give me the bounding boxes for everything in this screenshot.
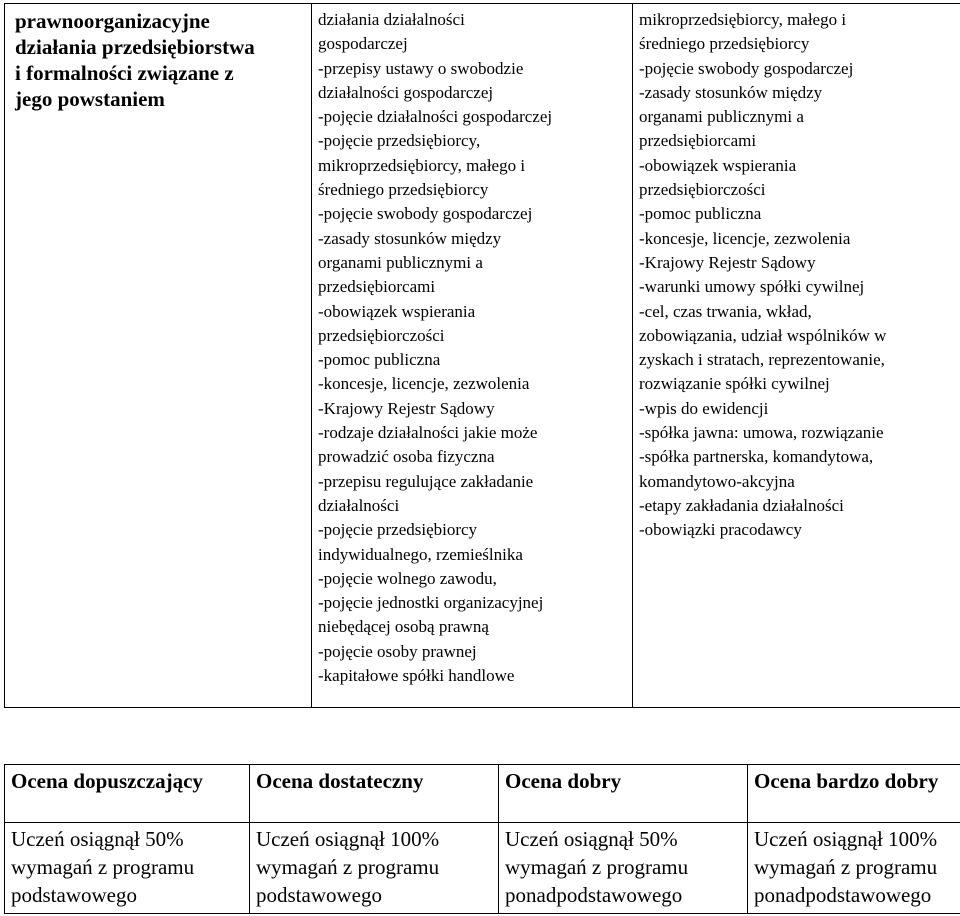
grade-desc-dostateczny: Uczeń osiągnął 100% wymagań z programu podstawowego [250, 823, 499, 914]
requirement-line: organami publicznymi a [318, 252, 483, 272]
topic-title-line: i formalności związane z [15, 61, 234, 85]
grade-header-dopuszczajacy: Ocena dopuszczający [5, 765, 250, 823]
requirement-line: -pojęcie przedsiębiorcy [318, 520, 478, 540]
requirement-line: -etapy zakładania działalności [639, 495, 844, 515]
requirement-line: średniego przedsiębiorcy [318, 180, 489, 200]
requirement-line: -przepisu regulujące zakładanie [318, 471, 534, 491]
requirement-line: rozwiązanie spółki cywilnej [639, 374, 830, 394]
requirement-line: -obowiązek wspierania [318, 301, 476, 321]
requirement-line: przedsiębiorczości [639, 180, 766, 200]
requirement-line: -spółka partnerska, komandytowa, [639, 447, 874, 467]
grades-description-row [5, 823, 960, 914]
requirement-line: prowadzić osoba fizyczna [318, 447, 495, 467]
requirement-line: -zasady stosunków między [639, 82, 823, 102]
requirements-basic-cell [312, 4, 633, 708]
requirement-line: działania działalności [318, 10, 465, 29]
grades-table [4, 764, 960, 914]
requirements-extended-cell [633, 4, 960, 708]
topic-title-cell [5, 4, 312, 708]
topic-title-line: jego powstaniem [15, 87, 165, 111]
requirement-line: -obowiązek wspierania [639, 155, 797, 175]
requirement-line: organami publicznymi a [639, 107, 804, 127]
requirements-extended-list [639, 8, 960, 543]
topic-title-line: prawnoorganizacyjne [15, 9, 210, 33]
requirement-line: -wpis do ewidencji [639, 398, 769, 418]
requirement-line: niebędącej osobą prawną [318, 617, 489, 637]
requirement-line: gospodarczej [318, 34, 408, 54]
requirement-line: -pojęcie działalności gospodarczej [318, 107, 553, 127]
grades-header-row [5, 765, 960, 823]
requirement-line: -koncesje, licencje, zezwolenia [639, 228, 851, 248]
requirement-line: -pojęcie jednostki organizacyjnej [318, 593, 544, 613]
requirement-line: przedsiębiorczości [318, 325, 445, 345]
grade-desc-dopuszczajacy: Uczeń osiągnął 50% wymagań z programu podstawowego [5, 823, 250, 914]
requirement-line: zyskach i stratach, reprezentowanie, [639, 350, 885, 370]
requirement-line: działalności gospodarczej [318, 82, 494, 102]
grade-header-dobry: Ocena dobry [499, 765, 748, 823]
requirement-line: -pomoc publiczna [318, 350, 441, 370]
requirement-line: -spółka jawna: umowa, rozwiązanie [639, 423, 884, 443]
requirement-line: -pojęcie swobody gospodarczej [318, 204, 533, 224]
topics-row [5, 4, 960, 708]
topic-title [11, 8, 305, 112]
requirement-line: -rodzaje działalności jakie może [318, 423, 538, 443]
requirement-line: -warunki umowy spółki cywilnej [639, 277, 865, 297]
requirement-line: -obowiązki pracodawcy [639, 520, 802, 540]
grade-desc-bardzo-dobry: Uczeń osiągnął 100% wymagań z programu ponadpodstawowego [748, 823, 960, 914]
requirement-line: -zasady stosunków między [318, 228, 502, 248]
grade-desc-dobry: Uczeń osiągnął 50% wymagań z programu ponadpodstawowego [499, 823, 748, 914]
requirement-line: -pojęcie swobody gospodarczej [639, 58, 854, 78]
requirement-line: -kapitałowe spółki handlowe [318, 666, 515, 686]
requirement-line: przedsiębiorcami [318, 277, 436, 297]
topic-title-line: działania przedsiębiorstwa [15, 35, 255, 59]
requirement-line: -Krajowy Rejestr Sądowy [318, 398, 495, 418]
requirements-basic-list [318, 8, 626, 688]
requirement-line: działalności [318, 495, 400, 515]
requirement-line: -koncesje, licencje, zezwolenia [318, 374, 530, 394]
requirement-line: mikroprzedsiębiorcy, małego i [639, 10, 847, 29]
requirement-line: -pojęcie osoby prawnej [318, 641, 477, 661]
requirement-line: indywidualnego, rzemieślnika [318, 544, 523, 564]
requirement-line: -pojęcie przedsiębiorcy, [318, 131, 481, 151]
grade-header-bardzo-dobry: Ocena bardzo dobry [748, 765, 960, 823]
requirement-line: przedsiębiorcami [639, 131, 757, 151]
requirement-line: -Krajowy Rejestr Sądowy [639, 252, 816, 272]
requirement-line: mikroprzedsiębiorcy, małego i [318, 155, 526, 175]
topics-table [4, 3, 960, 708]
requirement-line: średniego przedsiębiorcy [639, 34, 810, 54]
requirement-line: komandytowo-akcyjna [639, 471, 795, 491]
requirement-line: zobowiązania, udział wspólników w [639, 325, 887, 345]
requirement-line: -pojęcie wolnego zawodu, [318, 568, 497, 588]
requirement-line: -pomoc publiczna [639, 204, 762, 224]
requirement-line: -cel, czas trwania, wkład, [639, 301, 812, 321]
grade-header-dostateczny: Ocena dostateczny [250, 765, 499, 823]
requirement-line: -przepisy ustawy o swobodzie [318, 58, 524, 78]
